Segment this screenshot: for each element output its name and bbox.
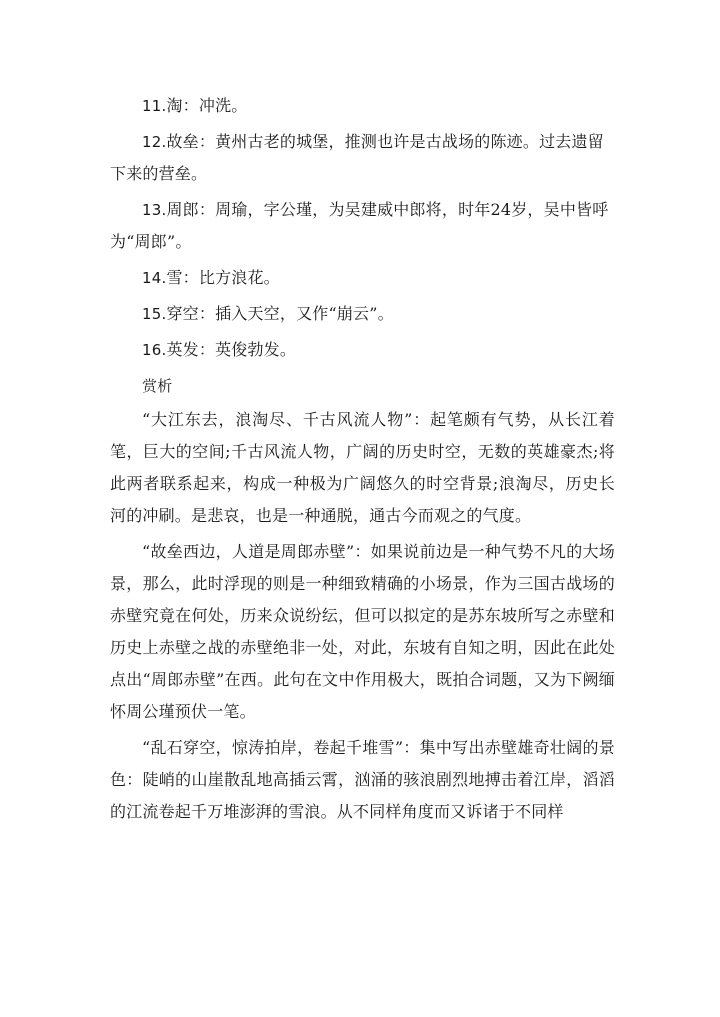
note-item (110, 262, 615, 294)
analysis-paragraph: “故垒西边，人道是周郎赤壁”：如果说前边是一种气势不凡的大场景，那么，此时浮现的则是一种细致精确的小场景，作为三国古战场的赤壁究竟在何处，历来众说纷纭，但可以拟定的是苏东坡所写之赤壁和历史上赤壁之战的赤壁绝非一处，对此，东坡有自知之明，因此在此处点出“周郎赤壁”在西。此句在文中作用极大，既拍合词题，又为下阙缅怀周公瑾预伏一笔。 (110, 542, 615, 721)
note-text: 淘：冲洗。 (166, 96, 248, 115)
note-text: 雪：比方浪花。 (166, 268, 280, 287)
note-item (110, 126, 615, 190)
note-text: 故垒：黄州古老的城堡，推测也许是古战场的陈迹。过去遗留下来的营垒。 (110, 132, 604, 183)
note-number: 15. (142, 305, 167, 323)
section-heading: 赏析 (142, 377, 173, 395)
note-item (110, 194, 615, 258)
note-number: 12. (142, 133, 167, 151)
note-item (110, 298, 615, 330)
note-text: 穿空：插入天空，又作“崩云”。 (166, 304, 394, 323)
note-number: 13. (142, 201, 167, 219)
note-number: 14. (142, 269, 167, 287)
note-item (110, 334, 615, 366)
note-item (110, 90, 615, 122)
note-number: 11. (142, 97, 167, 115)
note-text: 周郎：周瑜，字公瑾，为吴建威中郎将，时年24岁，吴中皆呼为“周郎”。 (110, 200, 609, 251)
note-number: 16. (142, 341, 167, 359)
note-text: 英发：英俊勃发。 (166, 340, 297, 359)
analysis-paragraph: “乱石穿空，惊涛拍岸，卷起千堆雪”：集中写出赤壁雄奇壮阔的景色：陡峭的山崖散乱地高插云霄，汹涌的骇浪剧烈地搏击着江岸，滔滔的江流卷起千万堆澎湃的雪浪。从不同样角度而又诉诸于不同样 (110, 738, 615, 821)
document-body (110, 90, 615, 832)
analysis-paragraph: “大江东去，浪淘尽、千古风流人物”：起笔颇有气势，从长江着笔，巨大的空间;千古风流人物，广阔的历史时空，无数的英雄豪杰;将此两者联系起来，构成一种极为广阔悠久的时空背景;浪淘尽，历史长河的冲刷。是悲哀，也是一种通脱，通古今而观之的气度。 (110, 410, 615, 525)
